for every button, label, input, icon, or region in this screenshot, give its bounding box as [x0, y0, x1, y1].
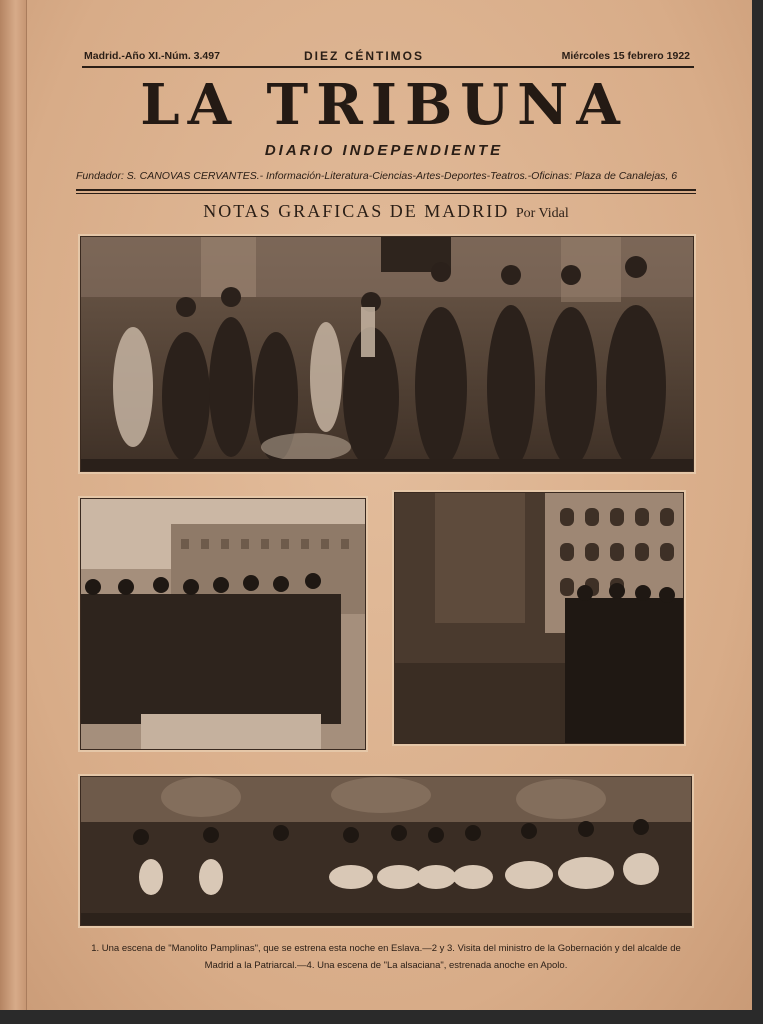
- photo-caption: 1. Una escena de "Manolito Pamplinas", que se estrena esta noche en Eslava.—2 y 3. Visita del ministro de la Gobernación y del alcalde de Madrid a la Patriarcal.—4. Una escena de "La alsaciana", estrenada anoche en Apolo.: [91, 943, 681, 971]
- founders-line: Fundador: S. CANOVAS CERVANTES.- Información-Literatura-Ciencias-Artes-Deportes-Teatros.-Oficinas: Plaza de Canalejas, 6: [76, 170, 678, 182]
- issue-number: Madrid.-Año XI.-Núm. 3.497: [84, 50, 220, 62]
- masthead-rule-top: [82, 66, 694, 68]
- photo-3-patriarcal: [394, 492, 684, 744]
- section-heading: [80, 201, 692, 222]
- photo-1-image: [81, 237, 693, 471]
- masthead-info-line: [84, 48, 690, 64]
- price: DIEZ CÉNTIMOS: [304, 49, 425, 63]
- scan-border-bottom: [0, 1010, 763, 1024]
- photo-2-image: [81, 499, 365, 749]
- book-spine: [0, 0, 27, 1024]
- scan-border-right: [752, 0, 763, 1024]
- masthead-rule-bottom-thin: [76, 193, 696, 194]
- photo-1-theatre-scene: [80, 236, 694, 472]
- photo-3-image: [395, 493, 683, 743]
- section-title: NOTAS GRAFICAS DE MADRID: [203, 201, 510, 221]
- newspaper-subtitle: DIARIO INDEPENDIENTE: [264, 142, 504, 159]
- masthead-rule-bottom: [76, 189, 696, 191]
- photo-2-ministers-visit: [80, 498, 366, 750]
- newspaper-title: LA TRIBUNA: [140, 72, 628, 138]
- photo-4-image: [81, 777, 691, 925]
- section-byline: Por Vidal: [515, 206, 569, 221]
- photo-4-la-alsaciana: [80, 776, 692, 926]
- issue-date: Miércoles 15 febrero 1922: [561, 50, 690, 62]
